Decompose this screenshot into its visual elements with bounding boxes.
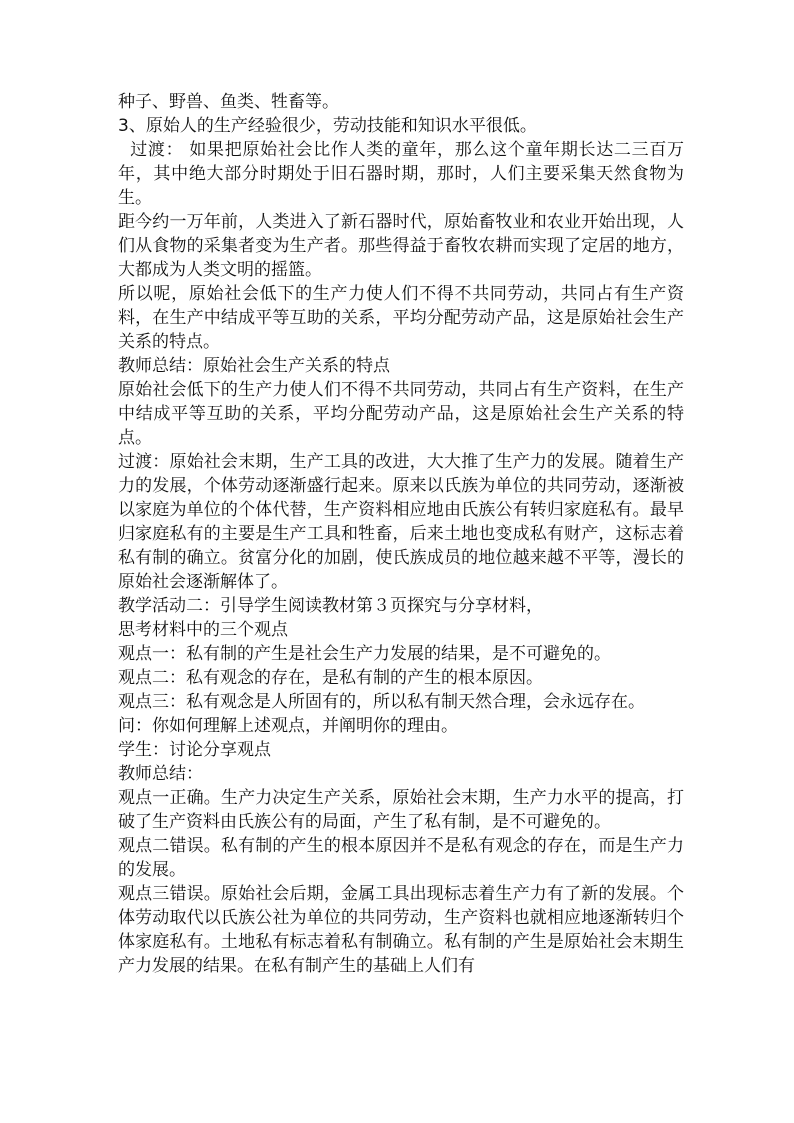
paragraph-view-1: 观点一：私有制的产生是社会生产力发展的结果，是不可避免的。	[118, 644, 611, 664]
paragraph-view-2: 观点二：私有观念的存在，是私有制的产生的根本原因。	[118, 668, 543, 688]
paragraph-students: 学生：讨论分享观点	[118, 740, 271, 760]
paragraph-teacher-summary-body: 原始社会低下的生产力使人们不得不共同劳动，共同占有生产资料，在生产中结成平等互助的关系，平均分配劳动产品，这是原始社会生产关系的特点。	[118, 380, 684, 448]
paragraph-continuation: 种子、野兽、鱼类、牲畜等。	[118, 92, 339, 112]
paragraph-view-2-answer: 观点二错误。私有制的产生的根本原因并不是私有观念的存在，而是生产力的发展。	[118, 836, 684, 880]
paragraph-transition-2: 过渡：原始社会末期，生产工具的改进，大大推了生产力的发展。随着生产力的发展，个体劳动逐渐盛行起来。原来以氏族为单位的共同劳动，逐渐被以家庭为单位的个体代替，生产资料相应地由氏族公有转归家庭私有。最早归家庭私有的主要是生产工具和牲畜，后来土地也变成私有财产，这标志着私有制的确立。贫富分化的加剧，使氏族成员的地位越来越不平等，漫长的原始社会逐渐解体了。	[118, 452, 684, 592]
paragraph-question: 问：你如何理解上述观点，并阐明你的理由。	[118, 716, 458, 736]
paragraph-view-1-answer: 观点一正确。生产力决定生产关系，原始社会末期，生产力水平的提高，打破了生产资料由氏族公有的局面，产生了私有制，是不可避免的。	[118, 788, 684, 832]
paragraph-view-3-answer: 观点三错误。原始社会后期，金属工具出现标志着生产力有了新的发展。个体劳动取代以氏族公社为单位的共同劳动，生产资料也就相应地逐渐转归个体家庭私有。土地私有标志着私有制确立。私有制的产生是原始社会末期生产力发展的结果。在私有制产生的基础上人们有	[118, 884, 684, 976]
paragraph-neolithic: 距今约一万年前，人类进入了新石器时代，原始畜牧业和农业开始出现，人们从食物的采集者变为生产者。那些得益于畜牧农耕而实现了定居的地方，大都成为人类文明的摇篮。	[118, 212, 684, 280]
paragraph-teacher-summary-2: 教师总结：	[118, 764, 203, 784]
paragraph-point-3: 3、原始人的生产经验很少，劳动技能和知识水平很低。	[118, 116, 537, 136]
paragraph-transition-1: 过渡： 如果把原始社会比作人类的童年，那么这个童年期长达二三百万年，其中绝大部分时期处于旧石器时期，那时，人们主要采集天然食物为生。	[118, 140, 685, 208]
paragraph-think-three-views: 思考材料中的三个观点	[118, 620, 288, 640]
paragraph-teacher-summary-heading: 教师总结：原始社会生产关系的特点	[118, 356, 390, 376]
paragraph-activity-2: 教学活动二：引导学生阅读教材第３页探究与分享材料，	[118, 596, 543, 616]
paragraph-view-3: 观点三：私有观念是人所固有的，所以私有制天然合理，会永远存在。	[118, 692, 645, 712]
document-body	[118, 90, 684, 978]
paragraph-so: 所以呢，原始社会低下的生产力使人们不得不共同劳动，共同占有生产资料，在生产中结成平等互助的关系，平均分配劳动产品，这是原始社会生产关系的特点。	[118, 284, 684, 352]
